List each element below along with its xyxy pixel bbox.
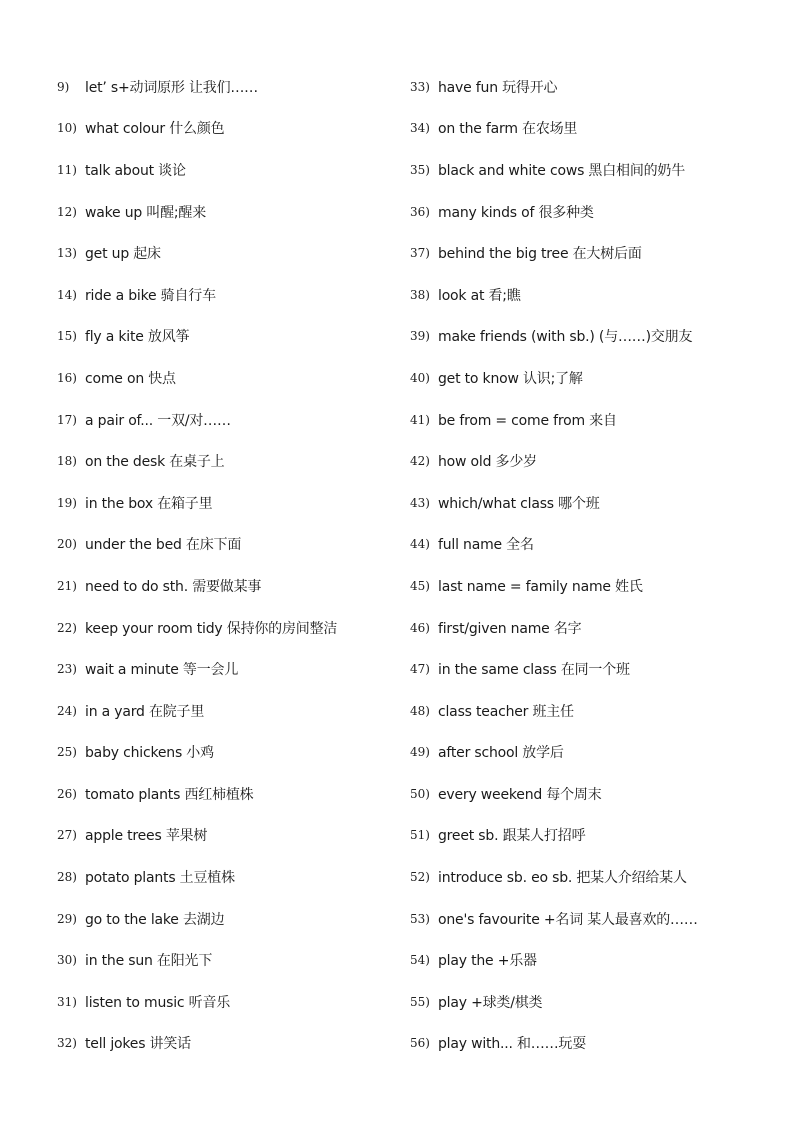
entry-number: 27) [57,828,77,843]
vocab-entry [410,815,770,857]
entry-number: 45) [410,578,430,593]
vocab-entry [57,648,417,690]
entry-text: full name 全名 [438,537,534,554]
vocab-entry [410,648,770,690]
vocab-entry [410,232,770,274]
vocab-entry [57,357,417,399]
entry-number: 9) [57,79,70,94]
vocab-entry [57,232,417,274]
entry-text: tomato plants 西红柿植株 [85,786,254,803]
entry-number: 53) [410,911,430,926]
entry-number: 31) [57,994,77,1009]
vocab-entry [410,108,770,150]
entry-number: 28) [57,870,77,885]
entry-number: 49) [410,745,430,760]
entry-number: 55) [410,994,430,1009]
entry-number: 16) [57,370,77,385]
vocab-entry [410,1023,770,1065]
vocab-entry [410,856,770,898]
vocab-entry [57,108,417,150]
entry-text: what colour 什么颜色 [85,121,225,138]
entry-number: 21) [57,578,77,593]
vocab-entry [410,440,770,482]
vocab-entry [410,149,770,191]
vocab-entry [57,66,417,108]
entry-text: on the desk 在桌子上 [85,454,225,471]
entry-text: which/what class 哪个班 [438,495,600,512]
vocab-entry [410,773,770,815]
entry-number: 11) [57,162,77,177]
vocab-entry [57,1023,417,1065]
vocab-entry [57,732,417,774]
entry-number: 41) [410,412,430,427]
entry-number: 48) [410,703,430,718]
vocab-entry [57,815,417,857]
entry-text: many kinds of 很多种类 [438,204,594,221]
entry-number: 30) [57,953,77,968]
entry-text: ride a bike 骑自行车 [85,287,216,304]
vocab-entry [410,191,770,233]
entry-text: let’ s+动词原形 让我们…… [85,79,258,96]
vocab-entry [410,690,770,732]
vocab-entry [57,399,417,441]
entry-text: in the sun 在阳光下 [85,953,213,970]
entry-number: 24) [57,703,77,718]
vocab-entry [410,316,770,358]
right-column [410,66,770,1064]
vocab-entry [410,482,770,524]
entry-number: 26) [57,786,77,801]
entry-text: make friends (with sb.) (与……)交朋友 [438,329,693,346]
entry-text: in the same class 在同一个班 [438,662,630,679]
entry-text: a pair of... 一双/对…… [85,412,231,429]
vocab-entry [410,607,770,649]
vocab-entry [57,898,417,940]
vocab-entry [57,773,417,815]
entry-text: one's favourite +名词 某人最喜欢的…… [438,911,698,928]
entry-text: black and white cows 黑白相间的奶牛 [438,162,686,179]
entry-text: play +球类/棋类 [438,994,543,1011]
entry-text: how old 多少岁 [438,454,537,471]
entry-number: 10) [57,121,77,136]
entry-text: last name = family name 姓氏 [438,578,643,595]
entry-number: 20) [57,537,77,552]
entry-text: talk about 谈论 [85,162,186,179]
entry-number: 22) [57,620,77,635]
vocab-entry [410,274,770,316]
entry-text: come on 快点 [85,370,176,387]
entry-number: 47) [410,662,430,677]
entry-number: 19) [57,495,77,510]
entry-text: every weekend 每个周末 [438,786,602,803]
entry-number: 17) [57,412,77,427]
entry-number: 14) [57,287,77,302]
entry-text: get up 起床 [85,246,161,263]
entry-text: fly a kite 放风筝 [85,329,190,346]
vocab-entry [57,981,417,1023]
vocab-entry [57,856,417,898]
entry-number: 37) [410,246,430,261]
entry-text: greet sb. 跟某人打招呼 [438,828,586,845]
entry-text: under the bed 在床下面 [85,537,242,554]
entry-text: go to the lake 去湖边 [85,911,225,928]
entry-number: 12) [57,204,77,219]
vocab-entry [57,316,417,358]
entry-number: 15) [57,329,77,344]
entry-text: in a yard 在院子里 [85,703,205,720]
entry-number: 25) [57,745,77,760]
entry-text: listen to music 听音乐 [85,994,231,1011]
entry-text: keep your room tidy 保持你的房间整洁 [85,620,338,637]
entry-number: 36) [410,204,430,219]
vocab-entry [410,565,770,607]
entry-text: class teacher 班主任 [438,703,574,720]
left-column [57,66,417,1064]
entry-number: 29) [57,911,77,926]
vocab-entry [57,482,417,524]
entry-number: 46) [410,620,430,635]
entry-text: baby chickens 小鸡 [85,745,214,762]
vocab-entry [57,191,417,233]
vocab-entry [57,440,417,482]
entry-number: 54) [410,953,430,968]
entry-number: 35) [410,162,430,177]
entry-number: 52) [410,870,430,885]
vocab-entry [57,524,417,566]
entry-text: on the farm 在农场里 [438,121,578,138]
entry-number: 33) [410,79,430,94]
vocab-entry [57,565,417,607]
entry-number: 40) [410,370,430,385]
entry-number: 50) [410,786,430,801]
entry-number: 42) [410,454,430,469]
entry-text: look at 看;瞧 [438,287,521,304]
entry-number: 13) [57,246,77,261]
vocab-entry [410,399,770,441]
entry-text: first/given name 名字 [438,620,582,637]
entry-text: behind the big tree 在大树后面 [438,246,642,263]
vocab-entry [57,274,417,316]
entry-number: 56) [410,1036,430,1051]
entry-number: 51) [410,828,430,843]
entry-number: 18) [57,454,77,469]
entry-text: apple trees 苹果树 [85,828,208,845]
entry-number: 34) [410,121,430,136]
entry-text: after school 放学后 [438,745,564,762]
entry-text: in the box 在箱子里 [85,495,213,512]
vocab-entry [57,607,417,649]
entry-text: have fun 玩得开心 [438,79,558,96]
entry-text: play with... 和……玩耍 [438,1036,586,1053]
vocab-entry [57,690,417,732]
vocab-entry [410,524,770,566]
vocab-entry [410,66,770,108]
entry-number: 44) [410,537,430,552]
vocab-entry [57,939,417,981]
entry-number: 43) [410,495,430,510]
vocab-entry [410,981,770,1023]
entry-number: 32) [57,1036,77,1051]
entry-text: tell jokes 讲笑话 [85,1036,191,1053]
vocab-entry [410,357,770,399]
entry-number: 38) [410,287,430,302]
entry-number: 39) [410,329,430,344]
entry-text: be from = come from 来自 [438,412,617,429]
entry-text: wake up 叫醒;醒来 [85,204,207,221]
entry-text: get to know 认识;了解 [438,370,583,387]
vocab-entry [410,939,770,981]
vocab-entry [410,732,770,774]
entry-text: introduce sb. eo sb. 把某人介绍给某人 [438,870,687,887]
vocab-entry [57,149,417,191]
vocab-entry [410,898,770,940]
entry-number: 23) [57,662,77,677]
entry-text: potato plants 土豆植株 [85,870,235,887]
entry-text: wait a minute 等一会儿 [85,662,239,679]
entry-text: need to do sth. 需要做某事 [85,578,262,595]
entry-text: play the +乐器 [438,953,537,970]
